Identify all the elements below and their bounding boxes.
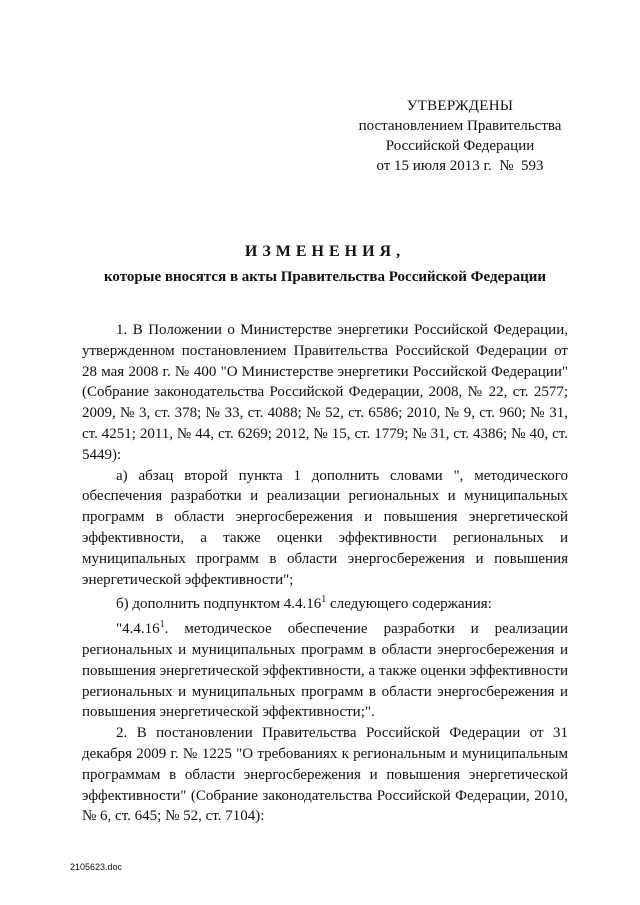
- document-body: [82, 320, 568, 827]
- paragraph-2: а) абзац второй пункта 1 дополнить словами ", методического обеспечения разработки и реализации региональных и муниципальных программ в области энергосбережения и повышения энергетической эффективности, а также оценки эффективности региональных и муниципальных программ в области энергосбережения и повышения энергетической эффективности";: [82, 467, 568, 588]
- footer-filename: 2105623.doc: [70, 862, 123, 872]
- heading-subtitle: которые вносятся в акты Правительства Российской Федерации: [103, 269, 547, 285]
- paragraph-1: 1. В Положении о Министерстве энергетики Российской Федерации, утвержденном постановлением Правительства Российской Федерации от 28 мая 2008 г. № 400 "О Министерстве энергетики Российской Федерации" (Собрание законодательства Российской Федерации, 2008, № 22, ст. 2577; 2009, № 3, ст. 378; № 33, ст. 4088; № 52, ст. 6586; 2010, № 9, ст. 960; № 31, ст. 4251; 2011, № 44, ст. 6269; 2012, № 15, ст. 1779; № 31, ст. 4386; № 40, ст. 5449):: [82, 322, 568, 463]
- paragraph-5: 2. В постановлении Правительства Российской Федерации от 31 декабря 2009 г. № 1225 "О требованиях к региональным и муниципальным программам в области энергосбережения и повышения энергетической эффективности" (Собрание законодательства Российской Федерации, 2010, № 6, ст. 645; № 52, ст. 7104):: [82, 725, 568, 825]
- paragraph-3-superscript: 1: [321, 594, 327, 606]
- paragraph-4-text-end: . методическое обеспечение разработки и реализации региональных и муниципальных программ в области энергосбережения и повышения энергетической эффективности, а также оценки эффективности региональных и муниципальных программ в области энергосбережения и повышения энергетической эффективности;".: [82, 621, 568, 721]
- approval-title: УТВЕРЖДЕНЫ: [406, 98, 514, 114]
- approval-line-2: Российской Федерации: [385, 138, 535, 154]
- document-heading: [60, 238, 590, 288]
- approval-line-3: от 15 июля 2013 г. № 593: [376, 158, 544, 174]
- paragraph-3-text-start: б) дополнить подпунктом 4.4.16: [116, 596, 322, 613]
- paragraph-4-superscript: 1: [159, 619, 165, 631]
- paragraph-4-text-start: "4.4.16: [116, 621, 160, 638]
- paragraph-4: [82, 615, 568, 723]
- heading-title: ИЗМЕНЕНИЯ,: [244, 243, 406, 260]
- approval-line-1: постановлением Правительства: [358, 118, 562, 134]
- approval-block: [340, 96, 580, 176]
- paragraph-3-text-end: следующего содержания:: [326, 596, 492, 613]
- paragraph-3: [82, 590, 568, 615]
